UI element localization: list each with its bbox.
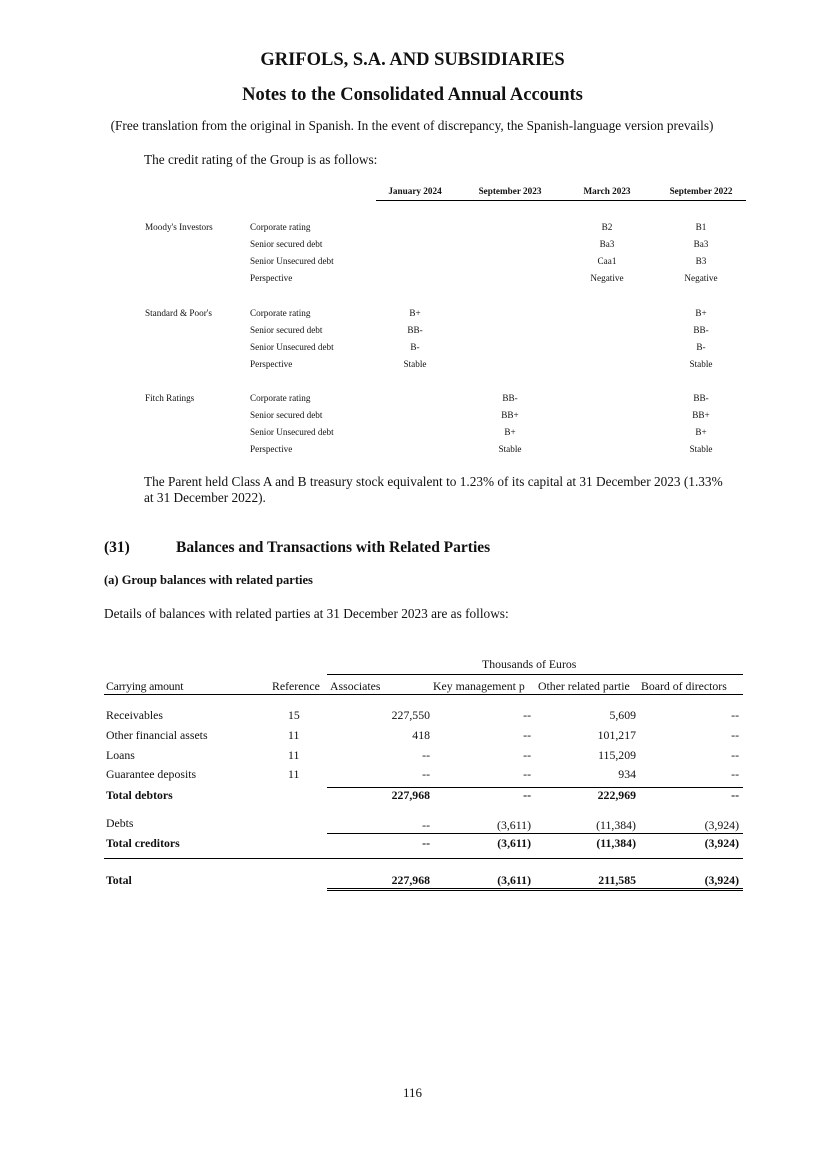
balance-cell-associates: -- — [422, 748, 430, 762]
section-number: (31) — [104, 539, 130, 556]
rating-value: B3 — [695, 256, 707, 266]
header-rule — [104, 694, 743, 695]
rating-row-label: Senior secured debt — [250, 239, 323, 249]
total-debtors-label: Total debtors — [106, 788, 173, 802]
rating-value: BB+ — [692, 410, 710, 420]
balance-cell-associates: 227,550 — [391, 708, 430, 722]
total-rule — [104, 858, 743, 859]
rating-row-label: Perspective — [250, 359, 293, 369]
balance-cell-key-management: -- — [523, 748, 531, 762]
total-board: (3,924) — [704, 873, 739, 887]
col-key-management: Key management p — [433, 679, 525, 693]
balance-cell-key-management: -- — [523, 708, 531, 722]
treasury-text-line-1: The Parent held Class A and B treasury stock equivalent to 1.23% of its capital at 31 December 2023 (1.33% — [144, 474, 723, 489]
total-double-underline — [327, 890, 743, 891]
balance-row-label: Loans — [106, 748, 135, 762]
balance-cell-board: -- — [731, 767, 739, 781]
rating-value: BB- — [693, 325, 709, 335]
rating-header-rule — [376, 200, 746, 201]
balance-cell-other-related: 934 — [618, 767, 636, 781]
balance-row-label: Guarantee deposits — [106, 767, 197, 781]
rating-row-label: Corporate rating — [250, 222, 311, 232]
rating-col-header: September 2022 — [669, 186, 733, 196]
balance-cell-board: -- — [731, 708, 739, 722]
balance-cell-key-management: -- — [523, 728, 531, 742]
balance-row-reference: 11 — [288, 767, 300, 781]
rating-value: B+ — [504, 427, 516, 437]
balance-cell-board: -- — [731, 728, 739, 742]
total-label: Total — [106, 873, 132, 887]
balance-cell-associates: 418 — [412, 728, 430, 742]
group-header-rule — [327, 674, 743, 675]
balance-cell-board: -- — [731, 748, 739, 762]
document-title: Notes to the Consolidated Annual Accounts — [242, 85, 583, 105]
rating-agency-name: Fitch Ratings — [145, 393, 195, 403]
creditors-rule — [327, 833, 743, 834]
debts-associates: -- — [422, 818, 430, 832]
debts-key: (3,611) — [497, 818, 531, 832]
total-creditors-associates: -- — [422, 836, 430, 850]
balance-cell-other-related: 101,217 — [597, 728, 636, 742]
total-creditors-other: (11,384) — [596, 836, 636, 850]
balance-cell-other-related: 115,209 — [598, 748, 636, 762]
col-carrying-amount: Carrying amount — [106, 679, 184, 693]
total-creditors-key: (3,611) — [497, 836, 531, 850]
total-debtors-associates: 227,968 — [391, 788, 430, 802]
rating-agency-name: Moody's Investors — [145, 222, 213, 232]
rating-value: Ba3 — [599, 239, 615, 249]
total-associates: 227,968 — [391, 873, 430, 887]
balance-cell-key-management: -- — [523, 767, 531, 781]
balance-cell-other-related: 5,609 — [609, 708, 636, 722]
subsection-title: (a) Group balances with related parties — [104, 573, 313, 587]
translation-note: (Free translation from the original in Spanish. In the event of discrepancy, the Spanish-language version prevails) — [110, 118, 714, 133]
total-other: 211,585 — [598, 873, 636, 887]
rating-col-header: January 2024 — [388, 186, 442, 196]
subtotal-rule — [327, 787, 743, 788]
balance-row-reference: 11 — [288, 748, 300, 762]
rating-value: B1 — [695, 222, 707, 232]
total-debtors-other: 222,969 — [597, 788, 636, 802]
rating-value: BB- — [502, 393, 518, 403]
rating-value: B+ — [695, 308, 707, 318]
rating-row-label: Corporate rating — [250, 393, 311, 403]
section-title: Balances and Transactions with Related Parties — [176, 539, 491, 556]
rating-value: B+ — [409, 308, 421, 318]
rating-col-header: March 2023 — [583, 186, 631, 196]
total-debtors-board: -- — [731, 788, 739, 802]
total-key: (3,611) — [497, 873, 531, 887]
rating-value: Stable — [689, 444, 713, 454]
rating-value: B+ — [695, 427, 707, 437]
total-underline — [327, 888, 743, 889]
group-header: Thousands of Euros — [482, 657, 577, 671]
rating-col-header: September 2023 — [478, 186, 542, 196]
rating-value: B- — [696, 342, 706, 352]
balance-row-reference: 15 — [288, 708, 300, 722]
debts-label: Debts — [106, 816, 134, 830]
rating-row-label: Senior Unsecured debt — [250, 427, 334, 437]
total-creditors-label: Total creditors — [106, 836, 180, 850]
balance-row-label: Receivables — [106, 708, 163, 722]
rating-value: Negative — [590, 273, 624, 283]
rating-row-label: Corporate rating — [250, 308, 311, 318]
col-board: Board of directors — [641, 679, 727, 693]
rating-row-label: Senior secured debt — [250, 410, 323, 420]
rating-agency-name: Standard & Poor's — [145, 308, 212, 318]
balance-row-label: Other financial assets — [106, 728, 208, 742]
rating-row-label: Senior Unsecured debt — [250, 342, 334, 352]
rating-value: Negative — [684, 273, 718, 283]
rating-value: BB- — [693, 393, 709, 403]
total-creditors-board: (3,924) — [704, 836, 739, 850]
rating-value: Ba3 — [693, 239, 709, 249]
rating-row-label: Perspective — [250, 273, 293, 283]
rating-value: Caa1 — [597, 256, 617, 266]
treasury-text-line-2: at 31 December 2022). — [144, 490, 266, 505]
rating-value: BB+ — [501, 410, 519, 420]
debts-other: (11,384) — [596, 818, 636, 832]
page-number: 116 — [402, 1085, 423, 1100]
rating-value: B- — [410, 342, 420, 352]
rating-value: Stable — [498, 444, 522, 454]
rating-value: Stable — [689, 359, 713, 369]
rating-value: B2 — [601, 222, 613, 232]
balance-row-reference: 11 — [288, 728, 300, 742]
rating-value: Stable — [403, 359, 427, 369]
rating-row-label: Perspective — [250, 444, 293, 454]
total-debtors-key: -- — [523, 788, 531, 802]
balances-intro: Details of balances with related parties at 31 December 2023 are as follows: — [104, 606, 509, 621]
rating-value: BB- — [407, 325, 423, 335]
col-associates: Associates — [330, 679, 381, 693]
balance-cell-associates: -- — [422, 767, 430, 781]
rating-row-label: Senior secured debt — [250, 325, 323, 335]
col-other-related: Other related partie — [538, 679, 630, 693]
rating-row-label: Senior Unsecured debt — [250, 256, 334, 266]
company-title: GRIFOLS, S.A. AND SUBSIDIARIES — [260, 50, 565, 70]
col-reference: Reference — [272, 679, 320, 693]
debts-board: (3,924) — [704, 818, 739, 832]
ratings-intro: The credit rating of the Group is as follows: — [144, 152, 378, 167]
